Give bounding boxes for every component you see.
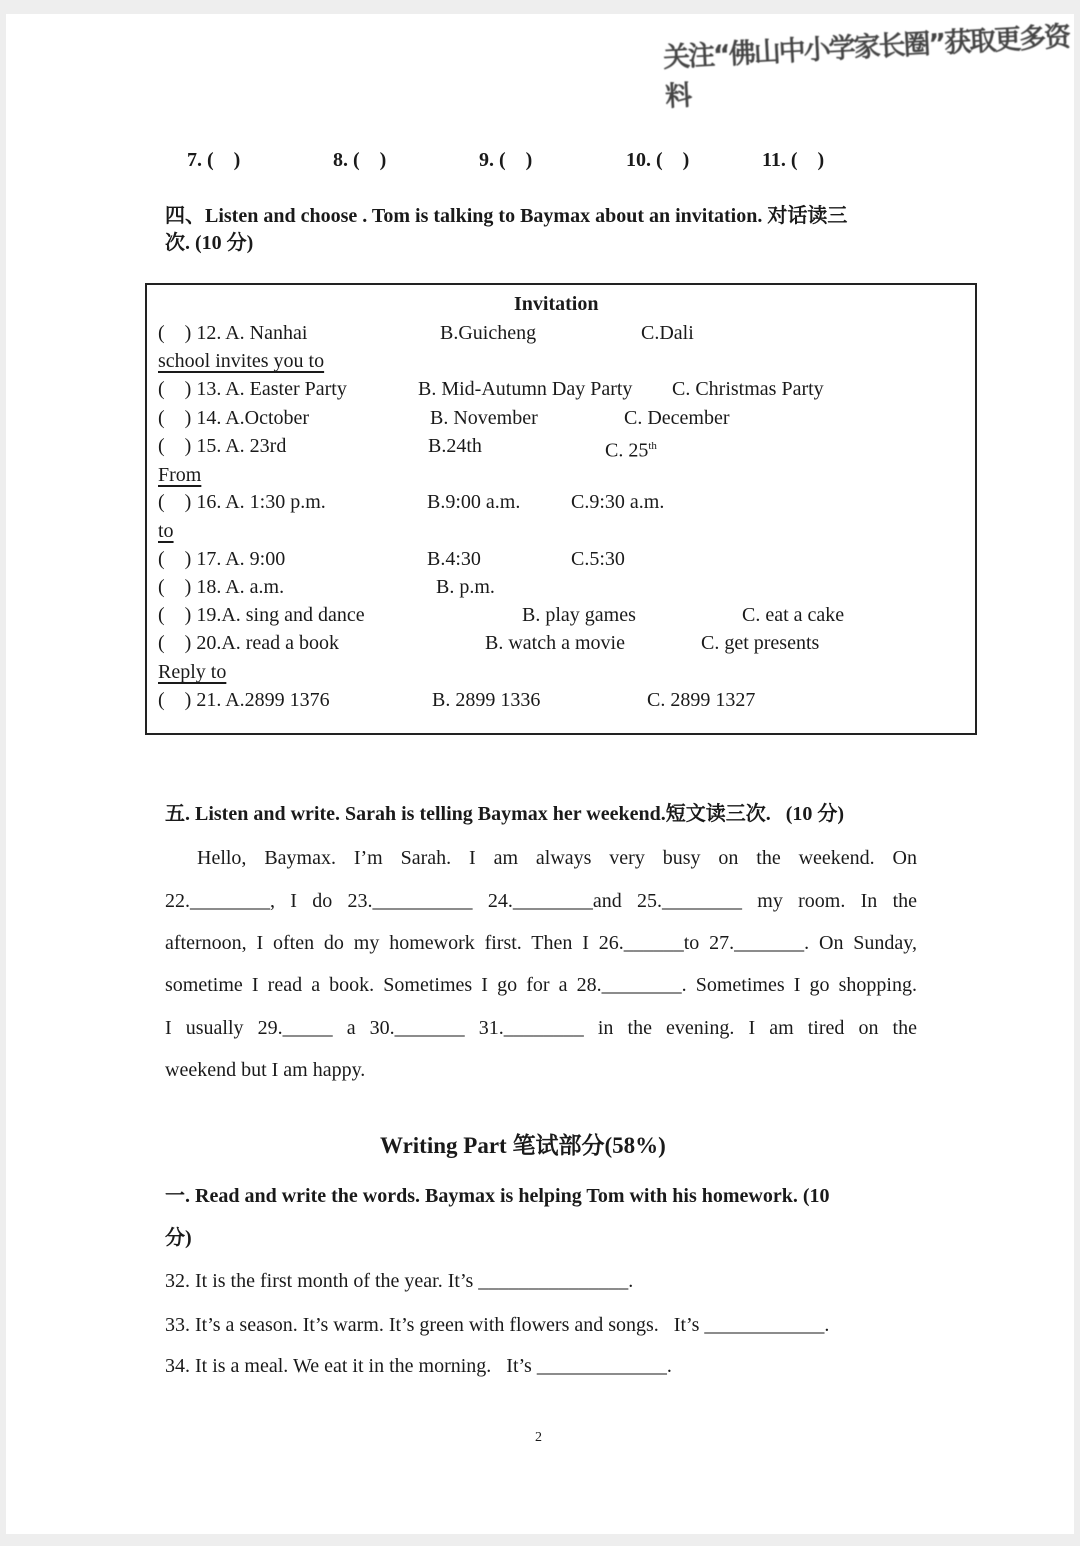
q13-a: ( ) 13. A. Easter Party bbox=[158, 378, 347, 400]
section4-heading-cont: 次. (10 分) bbox=[165, 232, 254, 254]
q15-a: ( ) 15. A. 23rd bbox=[158, 435, 287, 457]
passage-line: sometime I read a book. Sometimes I go for a 28.________. Sometimes I go shopping. bbox=[165, 974, 917, 996]
question-32: 32. It is the first month of the year. It’s _______________. bbox=[165, 1270, 634, 1292]
q16-c: C.9:30 a.m. bbox=[571, 491, 665, 513]
q20-b: B. watch a movie bbox=[485, 632, 625, 654]
question-33: 33. It’s a season. It’s warm. It’s green with flowers and songs. It’s ____________. bbox=[165, 1314, 830, 1336]
section5-heading: 五. Listen and write. Sarah is telling Baymax her weekend.短文读三次. (10 分) bbox=[165, 803, 845, 825]
invitation-title: Invitation bbox=[514, 293, 599, 315]
reply-label: Reply to bbox=[158, 661, 227, 683]
q21-c: C. 2899 1327 bbox=[647, 689, 756, 711]
passage-line: afternoon, I often do my homework first. Then I 26.______to 27._______. On Sunday, bbox=[165, 932, 917, 954]
answer-slot-7: 7. ( ) bbox=[187, 149, 241, 171]
q19-c: C. eat a cake bbox=[742, 604, 845, 626]
q18-a: ( ) 18. A. a.m. bbox=[158, 576, 285, 598]
q21-b: B. 2899 1336 bbox=[432, 689, 541, 711]
q16-b: B.9:00 a.m. bbox=[427, 491, 521, 513]
passage-line: 22.________, I do 23.__________ 24.________and 25.________ my room. In the bbox=[165, 890, 917, 912]
q20-c: C. get presents bbox=[701, 632, 820, 654]
from-label: From bbox=[158, 464, 202, 486]
q13-b: B. Mid-Autumn Day Party bbox=[418, 378, 633, 400]
writing-section1-heading: 一. Read and write the words. Baymax is helping Tom with his homework. (10 bbox=[165, 1185, 830, 1207]
q13-c: C. Christmas Party bbox=[672, 378, 824, 400]
section4-heading: 四、Listen and choose . Tom is talking to Baymax about an invitation. 对话读三 bbox=[165, 205, 848, 227]
page-number: 2 bbox=[535, 1430, 542, 1445]
passage-line: I usually 29._____ a 30._______ 31.________ in the evening. I am tired on the bbox=[165, 1017, 917, 1039]
passage-line: weekend but I am happy. bbox=[165, 1059, 366, 1081]
q16-a: ( ) 16. A. 1:30 p.m. bbox=[158, 491, 326, 513]
q17-b: B.4:30 bbox=[427, 548, 481, 570]
q14-a: ( ) 14. A.October bbox=[158, 407, 310, 429]
q19-b: B. play games bbox=[522, 604, 636, 626]
question-34: 34. It is a meal. We eat it in the morning. It’s _____________. bbox=[165, 1355, 672, 1377]
invite-label: school invites you to bbox=[158, 350, 325, 372]
q15-b: B.24th bbox=[428, 435, 482, 457]
passage-line: Hello, Baymax. I’m Sarah. I am always very busy on the weekend. On bbox=[197, 847, 917, 869]
writing-part-title: Writing Part 笔试部分(58%) bbox=[380, 1133, 666, 1158]
watermark: 关注“佛山中小学家长圈”获取更多资料 bbox=[662, 21, 1070, 113]
q18-b: B. p.m. bbox=[436, 576, 495, 598]
q12-c: C.Dali bbox=[641, 322, 694, 344]
q20-a: ( ) 20.A. read a book bbox=[158, 632, 340, 654]
q14-c: C. December bbox=[624, 407, 730, 429]
q12-b: B.Guicheng bbox=[440, 322, 537, 344]
q17-a: ( ) 17. A. 9:00 bbox=[158, 548, 286, 570]
answer-slot-11: 11. ( ) bbox=[762, 149, 825, 171]
answer-slot-8: 8. ( ) bbox=[333, 149, 387, 171]
writing-section1-heading-cont: 分) bbox=[165, 1227, 192, 1249]
q12-a: ( ) 12. A. Nanhai bbox=[158, 322, 308, 344]
q19-a: ( ) 19.A. sing and dance bbox=[158, 604, 365, 626]
to-label: to bbox=[158, 520, 174, 542]
q15-c: C. 25th bbox=[605, 439, 657, 462]
answer-slot-9: 9. ( ) bbox=[479, 149, 533, 171]
q21-a: ( ) 21. A.2899 1376 bbox=[158, 689, 330, 711]
answer-slot-10: 10. ( ) bbox=[626, 149, 690, 171]
q17-c: C.5:30 bbox=[571, 548, 625, 570]
q14-b: B. November bbox=[430, 407, 538, 429]
